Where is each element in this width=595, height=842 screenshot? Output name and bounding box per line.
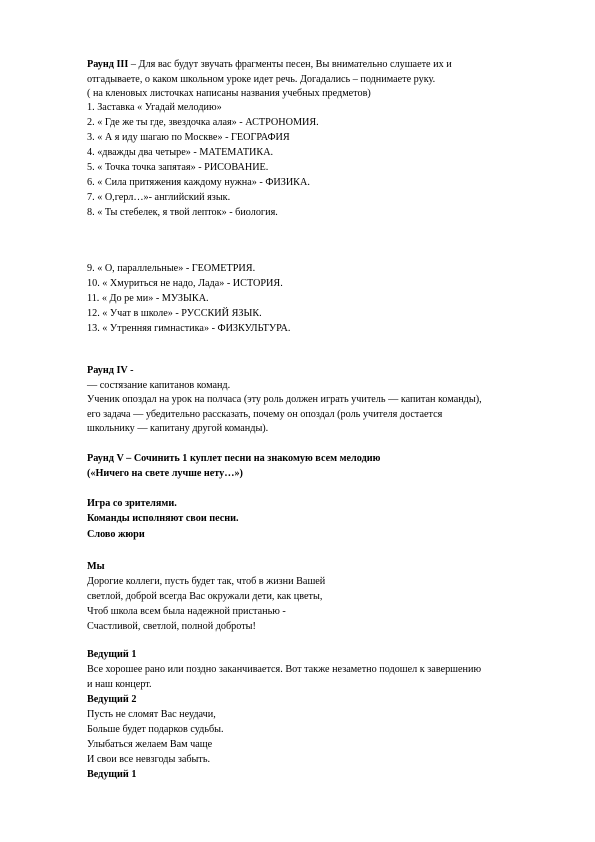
round3-item: 2. « Где же ты где, звездочка алая» - АСТРОНОМИЯ. (87, 117, 319, 128)
round3-item: 3. « А я иду шагаю по Москве» - ГЕОГРАФИЯ (87, 132, 290, 143)
we-line: светлой, доброй всегда Вас окружали дети, как цветы, (87, 591, 323, 602)
round3-intro-line-2: отгадываете, о каком школьном уроке идет речь. Догадались – поднимаете руку. (87, 74, 436, 85)
host2-line: Больше будет подарков судьбы. (87, 724, 224, 735)
game-line: Слово жюри (87, 529, 145, 540)
round3-item: 4. «дважды два четыре» - МАТЕМАТИКА. (87, 147, 274, 158)
round4-line: его задача — убедительно рассказать, почему он опоздал (роль учителя достается (87, 409, 443, 420)
game-line: Игра со зрителями. (87, 498, 177, 509)
host1-line: и наш концерт. (87, 679, 152, 690)
host2-title: Ведущий 2 (87, 694, 137, 705)
round3-intro-text: – Для вас будут звучать фрагменты песен, Вы внимательно слушаете их и (128, 59, 452, 70)
round3-item: 13. « Утренняя гимнастика» - ФИЗКУЛЬТУРА. (87, 323, 291, 334)
game-line: Команды исполняют свои песни. (87, 513, 239, 524)
round3-item: 11. « До ре ми» - МУЗЫКА. (87, 293, 209, 304)
round3-item: 5. « Точка точка запятая» - РИСОВАНИЕ. (87, 162, 269, 173)
round3-item: 7. « О,герл…»- английский язык. (87, 192, 231, 203)
host1-title: Ведущий 1 (87, 649, 137, 660)
host1b-title: Ведущий 1 (87, 769, 137, 780)
round5-subtitle: («Ничего на свете лучше нету…») (87, 468, 243, 479)
we-line: Чтоб школа всем была надежной пристанью - (87, 606, 286, 617)
we-line: Дорогие коллеги, пусть будет так, чтоб в жизни Вашей (87, 576, 326, 587)
round3-intro-line-1 (87, 58, 452, 72)
round4-line: — состязание капитанов команд. (87, 380, 231, 391)
round4-line: школьнику — капитану другой команды). (87, 423, 269, 434)
round4-line: Ученик опоздал на урок на полчаса (эту роль должен играть учитель — капитан команды), (87, 394, 482, 405)
host2-line: Пусть не сломят Вас неудачи, (87, 709, 216, 720)
round5-title: Раунд V – Сочинить 1 куплет песни на знакомую всем мелодию (87, 453, 381, 464)
we-line: Счастливой, светлой, полной доброты! (87, 621, 256, 632)
round3-item: 10. « Хмуриться не надо, Лада» - ИСТОРИЯ. (87, 278, 283, 289)
round3-title: Раунд III (87, 59, 129, 70)
round3-item: 12. « Учат в школе» - РУССКИЙ ЯЗЫК. (87, 308, 262, 319)
round3-item: 1. Заставка « Угадай мелодию» (87, 102, 222, 113)
round3-item: 8. « Ты стебелек, я твой лепток» - биология. (87, 207, 278, 218)
host1-line: Все хорошее рано или поздно заканчивается. Вот также незаметно подошел к завершению (87, 664, 482, 675)
round3-item: 9. « О, параллельные» - ГЕОМЕТРИЯ. (87, 263, 256, 274)
round3-item: 6. « Сила притяжения каждому нужна» - ФИЗИКА. (87, 177, 310, 188)
we-title: Мы (87, 561, 105, 572)
host2-line: Улыбаться желаем Вам чаще (87, 739, 213, 750)
round4-title: Раунд IV - (87, 365, 134, 376)
host2-line: И свои все невзгоды забыть. (87, 754, 211, 765)
round3-intro-line-3: ( на кленовых листочках написаны названия учебных предметов) (87, 88, 371, 99)
